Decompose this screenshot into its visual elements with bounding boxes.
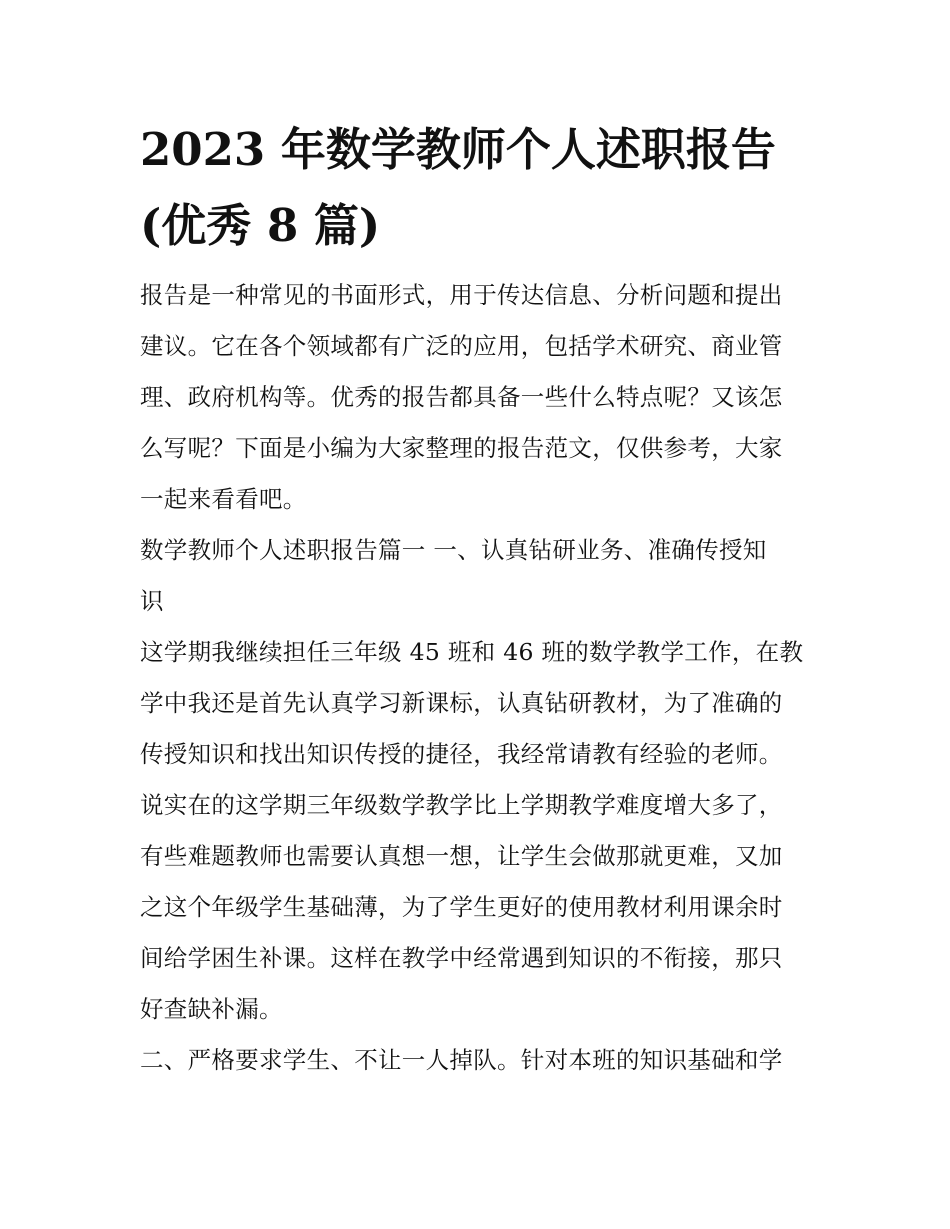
text-line: 识 — [140, 587, 164, 615]
text-line: 有些难题教师也需要认真想一想，让学生会做那就更难，又加 — [140, 842, 783, 870]
text-line: 报告是一种常见的书面形式，用于传达信息、分析问题和提出 — [140, 281, 783, 309]
text-line: 说实在的这学期三年级数学教学比上学期教学难度增大多了， — [140, 791, 783, 819]
text-line: 么写呢？下面是小编为大家整理的报告范文，仅供参考，大家 — [140, 434, 783, 462]
text-line: 数学教师个人述职报告篇一 一、认真钻研业务、准确传授知 — [140, 536, 767, 564]
text-line: 建议。它在各个领域都有广泛的应用，包括学术研究、商业管 — [140, 332, 783, 360]
title-line: (优秀 8 篇) — [140, 199, 381, 252]
document-page — [140, 112, 815, 1086]
section-heading-paragraph — [140, 525, 815, 627]
text-line: 这学期我继续担任三年级 45 班和 46 班的数学教学工作，在教 — [140, 638, 804, 666]
intro-paragraph — [140, 270, 815, 525]
text-line: 间给学困生补课。这样在教学中经常遇到知识的不衔接，那只 — [140, 944, 783, 972]
title-line: 2023 年数学教师个人述职报告 — [140, 123, 776, 176]
text-line: 学中我还是首先认真学习新课标，认真钻研教材，为了准确的 — [140, 689, 783, 717]
body-paragraph — [140, 1035, 815, 1086]
text-line: 传授知识和找出知识传授的捷径，我经常请教有经验的老师。 — [140, 740, 783, 768]
document-title — [140, 112, 815, 264]
text-line: 之这个年级学生基础薄，为了学生更好的使用教材利用课余时 — [140, 893, 783, 921]
text-line: 一起来看看吧。 — [140, 485, 307, 513]
text-line: 理、政府机构等。优秀的报告都具备一些什么特点呢？又该怎 — [140, 383, 783, 411]
body-paragraph — [140, 627, 815, 1035]
text-line: 好查缺补漏。 — [140, 995, 283, 1023]
text-line: 二、严格要求学生、不让一人掉队。针对本班的知识基础和学 — [140, 1046, 783, 1074]
